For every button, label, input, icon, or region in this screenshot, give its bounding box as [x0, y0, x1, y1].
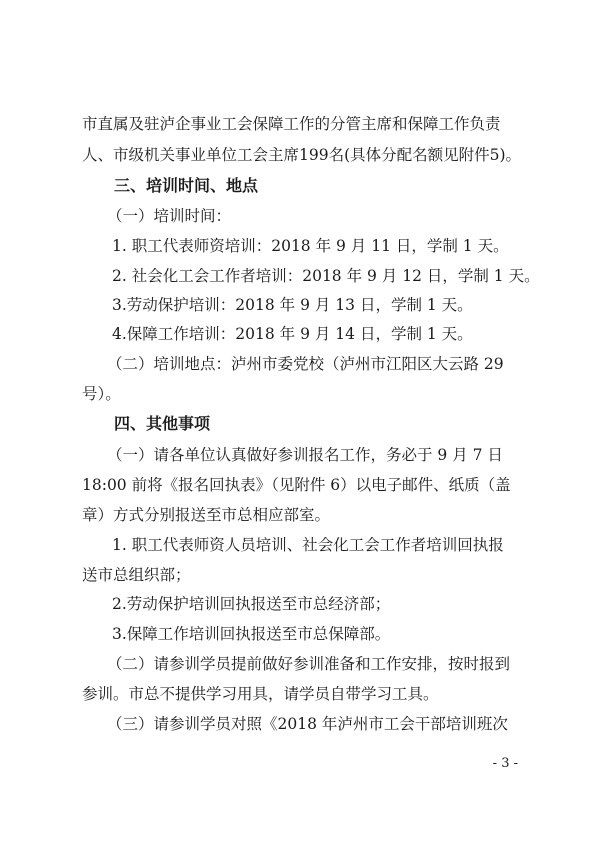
paragraph-line: 章）方式分别报送至市总相应部室。 [82, 506, 331, 524]
list-item: 3.劳动保护培训：2018 年 9 月 13 日，学制 1 天。 [112, 296, 473, 314]
list-item: 2. 社会化工会工作者培训：2018 年 9 月 12 日，学制 1 天。 [112, 267, 540, 285]
list-item: 4.保障工作培训：2018 年 9 月 14 日，学制 1 天。 [112, 325, 473, 343]
paragraph-line: 18:00 前将《报名回执表》（见附件 6）以电子邮件、纸质（盖 [82, 476, 511, 494]
paragraph-line: （二）请参训学员提前做好参训准备和工作安排，按时报到 [107, 655, 511, 673]
subsection-heading: （一）培训时间： [107, 207, 232, 225]
paragraph-line: 送市总组织部； [82, 566, 191, 584]
list-item: 2.劳动保护培训回执报送至市总经济部； [112, 595, 391, 613]
paragraph-line: 号）。 [82, 385, 121, 403]
list-item: 3.保障工作培训回执报送至市总保障部。 [112, 625, 391, 643]
list-item: 1. 职工代表师资人员培训、社会化工会工作者培训回执报 [112, 536, 504, 554]
paragraph-line: 参训。市总不提供学习用具，请学员自带学习工具。 [82, 685, 439, 703]
paragraph-line: （一）请各单位认真做好参训报名工作，务必于 9 月 7 日 [107, 446, 503, 464]
paragraph-line: 市直属及驻泸企事业工会保障工作的分管主席和保障工作负责 [82, 115, 501, 133]
paragraph-line: （二）培训地点：泸州市委党校（泸州市江阳区大云路 29 [107, 355, 504, 373]
list-item: 1. 职工代表师资培训：2018 年 9 月 11 日，学制 1 天。 [112, 237, 509, 255]
section-heading-3: 三、培训时间、地点 [114, 176, 259, 195]
section-heading-4: 四、其他事项 [114, 414, 211, 433]
page-number: - 3 - [492, 756, 518, 771]
paragraph-line: 人、市级机关事业单位工会主席199名(具体分配名额见附件5)。 [82, 146, 522, 164]
paragraph-line: （三）请参训学员对照《2018 年泸州市工会干部培训班次 [107, 715, 508, 733]
